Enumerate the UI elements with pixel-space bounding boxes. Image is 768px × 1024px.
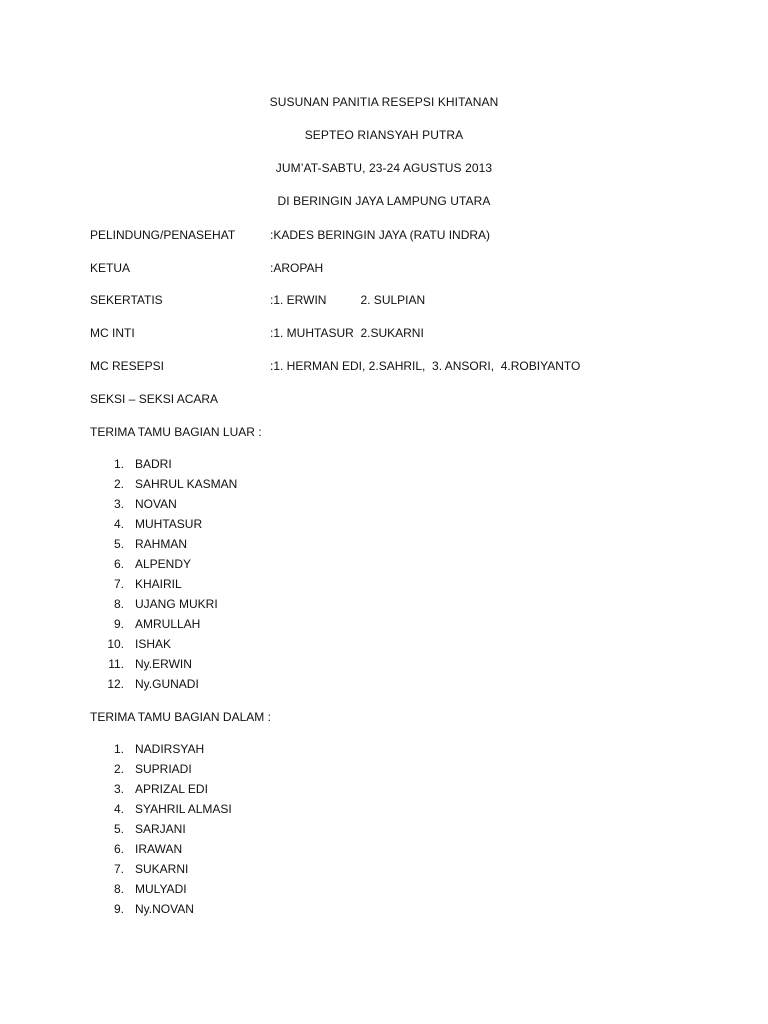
list-number: 6. (113, 842, 124, 856)
list-number: 7. (113, 577, 124, 591)
role-label: MC INTI (90, 326, 135, 340)
list-number: 2. (113, 477, 124, 491)
role-value: :AROPAH (270, 261, 324, 275)
list-name: ALPENDY (135, 557, 192, 571)
list-name: UJANG MUKRI (135, 597, 218, 611)
luar-heading: TERIMA TAMU BAGIAN LUAR : (90, 425, 262, 439)
role-label: PELINDUNG/PENASEHAT (90, 228, 236, 242)
list-number: 2. (113, 762, 124, 776)
list-name: SAHRUL KASMAN (135, 477, 238, 491)
list-item (0, 537, 768, 557)
list-number: 12. (107, 677, 124, 691)
list-number: 11. (108, 657, 124, 671)
list-item (0, 457, 768, 477)
list-item (0, 617, 768, 637)
list-number: 5. (113, 537, 124, 551)
list-item (0, 637, 768, 657)
list-number: 1. (113, 742, 124, 756)
role-label: KETUA (90, 261, 131, 275)
role-value: :KADES BERINGIN JAYA (RATU INDRA) (270, 228, 491, 242)
list-number: 8. (113, 882, 124, 896)
list-item (0, 497, 768, 517)
list-number: 6. (113, 557, 124, 571)
list-name: IRAWAN (135, 842, 183, 856)
list-item (0, 822, 768, 842)
list-item (0, 557, 768, 577)
list-item (0, 577, 768, 597)
list-item (0, 657, 768, 677)
list-number: 8. (113, 597, 124, 611)
list-item (0, 902, 768, 922)
list-item (0, 842, 768, 862)
list-number: 5. (113, 822, 124, 836)
list-item (0, 802, 768, 822)
list-number: 3. (113, 782, 124, 796)
list-name: SYAHRIL ALMASI (135, 802, 232, 816)
role-value (270, 293, 425, 307)
person-name: SEPTEO RIANSYAH PUTRA (304, 128, 464, 142)
list-name: MUHTASUR (135, 517, 203, 531)
list-name: NADIRSYAH (135, 742, 205, 756)
list-number: 9. (113, 902, 124, 916)
event-location: DI BERINGIN JAYA LAMPUNG UTARA (277, 194, 491, 208)
list-name: KHAIRIL (135, 577, 182, 591)
list-name: Ny.GUNADI (135, 677, 199, 691)
list-item (0, 862, 768, 882)
list-item (0, 782, 768, 802)
list-number: 9. (113, 617, 124, 631)
list-item (0, 597, 768, 617)
role-value-part-1: :1. ERWIN (270, 293, 327, 307)
list-item (0, 882, 768, 902)
role-label: SEKERTATIS (90, 293, 163, 307)
list-number: 4. (113, 517, 124, 531)
list-name: NOVAN (135, 497, 177, 511)
list-name: Ny.ERWIN (135, 657, 192, 671)
list-item (0, 477, 768, 497)
list-name: SUPRIADI (135, 762, 192, 776)
seksi-heading: SEKSI – SEKSI ACARA (90, 392, 219, 406)
list-name: SUKARNI (135, 862, 189, 876)
list-name: Ny.NOVAN (135, 902, 194, 916)
list-item (0, 677, 768, 697)
list-name: BADRI (135, 457, 172, 471)
list-name: RAHMAN (135, 537, 188, 551)
role-value: :1. HERMAN EDI, 2.SAHRIL, 3. ANSORI, 4.ROBIYANTO (270, 359, 581, 373)
list-number: 10. (107, 637, 124, 651)
role-label: MC RESEPSI (90, 359, 165, 373)
list-number: 1. (113, 457, 124, 471)
list-number: 4. (113, 802, 124, 816)
role-value: :1. MUHTASUR 2.SUKARNI (270, 326, 424, 340)
event-date: JUM’AT-SABTU, 23-24 AGUSTUS 2013 (275, 161, 493, 175)
list-name: APRIZAL EDI (135, 782, 208, 796)
list-name: SARJANI (135, 822, 186, 836)
list-item (0, 742, 768, 762)
dalam-heading: TERIMA TAMU BAGIAN DALAM : (90, 710, 271, 724)
list-name: AMRULLAH (135, 617, 201, 631)
list-number: 7. (113, 862, 124, 876)
document-title: SUSUNAN PANITIA RESEPSI KHITANAN (269, 95, 499, 109)
role-value-part-2: 2. SULPIAN (360, 293, 426, 307)
list-name: ISHAK (135, 637, 172, 651)
list-item (0, 517, 768, 537)
list-item (0, 762, 768, 782)
list-name: MULYADI (135, 882, 187, 896)
list-number: 3. (113, 497, 124, 511)
